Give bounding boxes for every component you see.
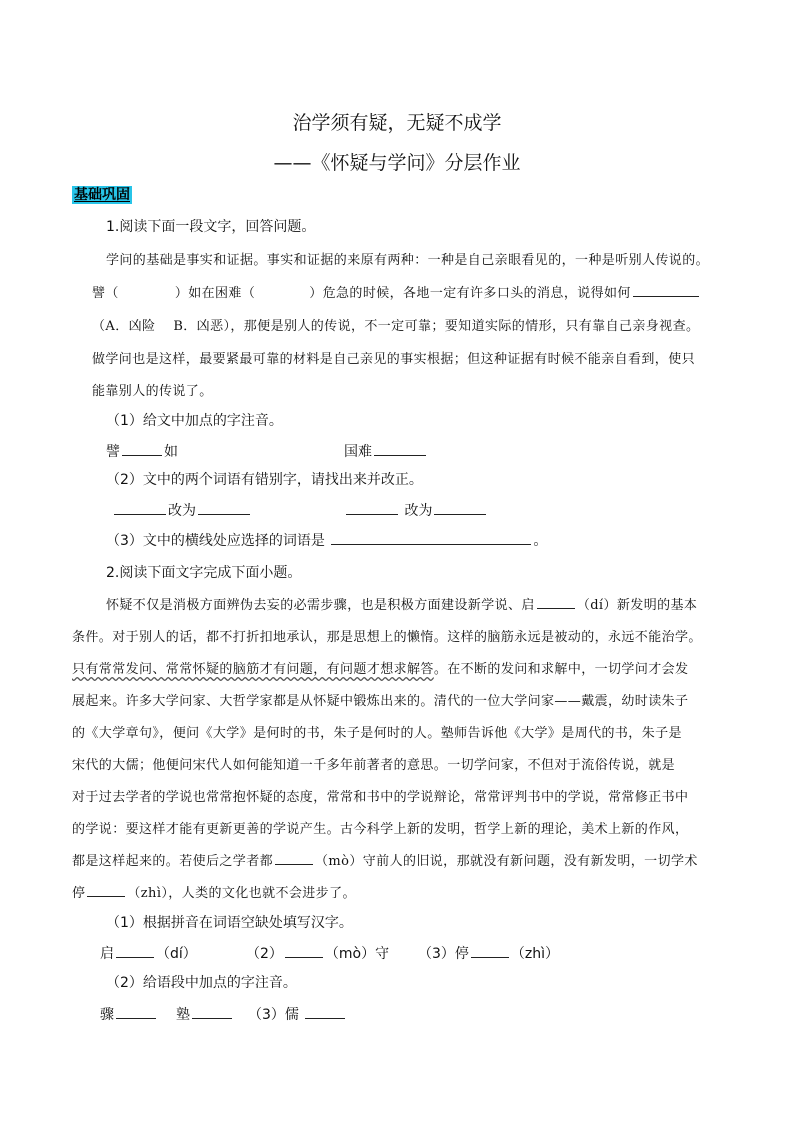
answer-blank[interactable] bbox=[198, 500, 250, 515]
q1-sub1: （1）给文中加点的字注音。 bbox=[106, 413, 283, 429]
char-shu: 塾 bbox=[176, 1007, 190, 1023]
q2-passage-line bbox=[72, 882, 356, 901]
passage-text: 停 bbox=[72, 886, 86, 901]
passage-text: 譬（ bbox=[92, 286, 119, 301]
q1-passage-line bbox=[92, 282, 701, 301]
answer-blank[interactable] bbox=[434, 500, 486, 515]
q1-sub3 bbox=[106, 530, 547, 550]
q1-sub1-answers bbox=[106, 441, 178, 461]
q1-passage-line: 学问的基础是事实和证据。事实和证据的来原有两种：一种是自己亲眼看见的，一种是听别人传说的。 bbox=[106, 253, 710, 268]
answer-blank[interactable] bbox=[633, 282, 699, 297]
wavy-underlined-text: 只有常常发问、常常怀疑的脑筋才有问题，有问题才想求解答 bbox=[72, 662, 434, 677]
change-to-label: 改为 bbox=[404, 503, 433, 519]
passage-text: 。在不断的发问和求解中，一切学问才会发 bbox=[433, 662, 689, 677]
q2-passage-line bbox=[72, 658, 688, 677]
item-number: （2） bbox=[246, 946, 283, 962]
answer-blank[interactable] bbox=[87, 882, 125, 897]
answer-blank[interactable] bbox=[471, 943, 509, 958]
passage-text: ）如在困难（ bbox=[174, 286, 256, 301]
q2-sub2-answers bbox=[176, 1004, 234, 1024]
answer-blank[interactable] bbox=[537, 594, 575, 609]
q2-sub2-answers bbox=[100, 1004, 158, 1024]
answer-blank[interactable] bbox=[275, 850, 313, 865]
char-ru: （3）儒 bbox=[248, 1007, 299, 1023]
answer-blank[interactable] bbox=[346, 500, 398, 515]
q1-passage-line: 做学问也是这样，最要紧最可靠的材料是自己亲见的事实根据；但这种证据有时候不能亲自看到，使只 bbox=[92, 352, 696, 367]
q2-passage-line: 条件。对于别人的话，都不打折扣地承认，那是思想上的懒惰。这样的脑筋永远是被动的，永远不能治学。 bbox=[72, 630, 702, 645]
q2-sub1: （1）根据拼音在词语空缺处填写汉字。 bbox=[106, 915, 353, 931]
q1-sub2: （2）文中的两个词语有错别字，请找出来并改正。 bbox=[106, 472, 423, 488]
q2-passage-line bbox=[106, 594, 697, 613]
passage-text: （mò）守前人的旧说，那就没有新问题，没有新发明，一切学术 bbox=[315, 854, 698, 869]
q2-passage-line bbox=[72, 850, 698, 869]
answer-blank[interactable] bbox=[122, 441, 162, 456]
answer-blank[interactable] bbox=[116, 1004, 156, 1019]
passage-text: （dí）新发明的基本 bbox=[576, 598, 698, 613]
pinyin-zhi: （zhì） bbox=[510, 946, 560, 962]
paren-space bbox=[121, 283, 173, 297]
answer-blank[interactable] bbox=[374, 441, 426, 456]
item-number: （3）停 bbox=[418, 946, 469, 962]
q2-passage-line: 宋代的大儒；他便问宋代人如何能知道一千多年前著者的意思。一切学问家，不但对于流俗传说，就是 bbox=[72, 758, 676, 773]
char-zhou: 骤 bbox=[100, 1007, 114, 1023]
q2-sub1-answers bbox=[418, 943, 559, 963]
answer-blank[interactable] bbox=[192, 1004, 232, 1019]
pinyin-mo: （mò）守 bbox=[324, 946, 390, 962]
q2-passage-line: 的《大学章句》，便问《大学》是何时的书，朱子是何时的人。塾师告诉他《大学》是周代的书，朱子是 bbox=[72, 726, 682, 741]
period: 。 bbox=[533, 533, 548, 549]
answer-blank[interactable] bbox=[305, 1004, 345, 1019]
q2-passage-line: 的学说：要这样才能有更新更善的学说产生。古今科学上新的发明，哲学上新的理论，美术上新的作风， bbox=[72, 822, 689, 837]
passage-text: 怀疑不仅是消极方面辨伪去妄的必需步骤，也是积极方面建设新学说、启 bbox=[106, 598, 535, 613]
passage-text: 都是这样起来的。若使后之学者都 bbox=[72, 854, 274, 869]
passage-text: ）危急的时候，各地一定有许多口头的消息，说得如何 bbox=[309, 286, 631, 301]
page-title: 治学须有疑，无疑不成学 bbox=[292, 112, 502, 134]
q2-passage-line: 对于过去学者的学说也常常抱怀疑的态度，常常和书中的学说辩论，常常评判书中的学说，常常修正书中 bbox=[72, 790, 689, 805]
answer-blank[interactable] bbox=[285, 943, 323, 958]
section-label: 基础巩固 bbox=[74, 187, 130, 203]
q1-sub2-answers bbox=[112, 500, 252, 520]
q1-sub3-text: （3）文中的横线处应选择的词语是 bbox=[106, 533, 325, 549]
q2-sub1-answers bbox=[246, 943, 389, 963]
word-guonan: 国难 bbox=[344, 444, 372, 460]
char-qi: 启 bbox=[100, 946, 114, 962]
q1-sub2-answers bbox=[344, 500, 488, 520]
answer-blank[interactable] bbox=[116, 943, 154, 958]
pinyin-di: （dí） bbox=[156, 946, 197, 962]
paren-space bbox=[257, 283, 307, 297]
q2-sub2-answers bbox=[248, 1004, 347, 1024]
q1-passage-line: （A．凶险 B．凶恶），那便是别人的传说，不一定可靠；要知道实际的情形，只有靠自己亲身视查。 bbox=[92, 319, 700, 334]
answer-blank[interactable] bbox=[331, 530, 531, 545]
q2-stem: 2.阅读下面文字完成下面小题。 bbox=[106, 565, 302, 581]
q2-passage-line: 展起来。许多大学问家、大哲学家都是从怀疑中锻炼出来的。清代的一位大学问家——戴震，幼时读朱子 bbox=[72, 694, 689, 709]
page-subtitle: ——《怀疑与学问》分层作业 bbox=[273, 152, 521, 174]
char-ru: 如 bbox=[164, 444, 178, 460]
char-pi: 譬 bbox=[106, 444, 120, 460]
passage-text: （zhì），人类的文化也就不会进步了。 bbox=[127, 886, 356, 901]
q2-sub1-answers bbox=[100, 943, 197, 963]
q1-stem: 1.阅读下面一段文字，回答问题。 bbox=[106, 219, 316, 235]
q1-passage-line: 能靠别人的传说了。 bbox=[92, 384, 213, 399]
q1-sub1-answers bbox=[344, 441, 428, 461]
change-to-label: 改为 bbox=[168, 503, 196, 519]
q2-sub2: （2）给语段中加点的字注音。 bbox=[106, 975, 297, 991]
answer-blank[interactable] bbox=[114, 500, 166, 515]
